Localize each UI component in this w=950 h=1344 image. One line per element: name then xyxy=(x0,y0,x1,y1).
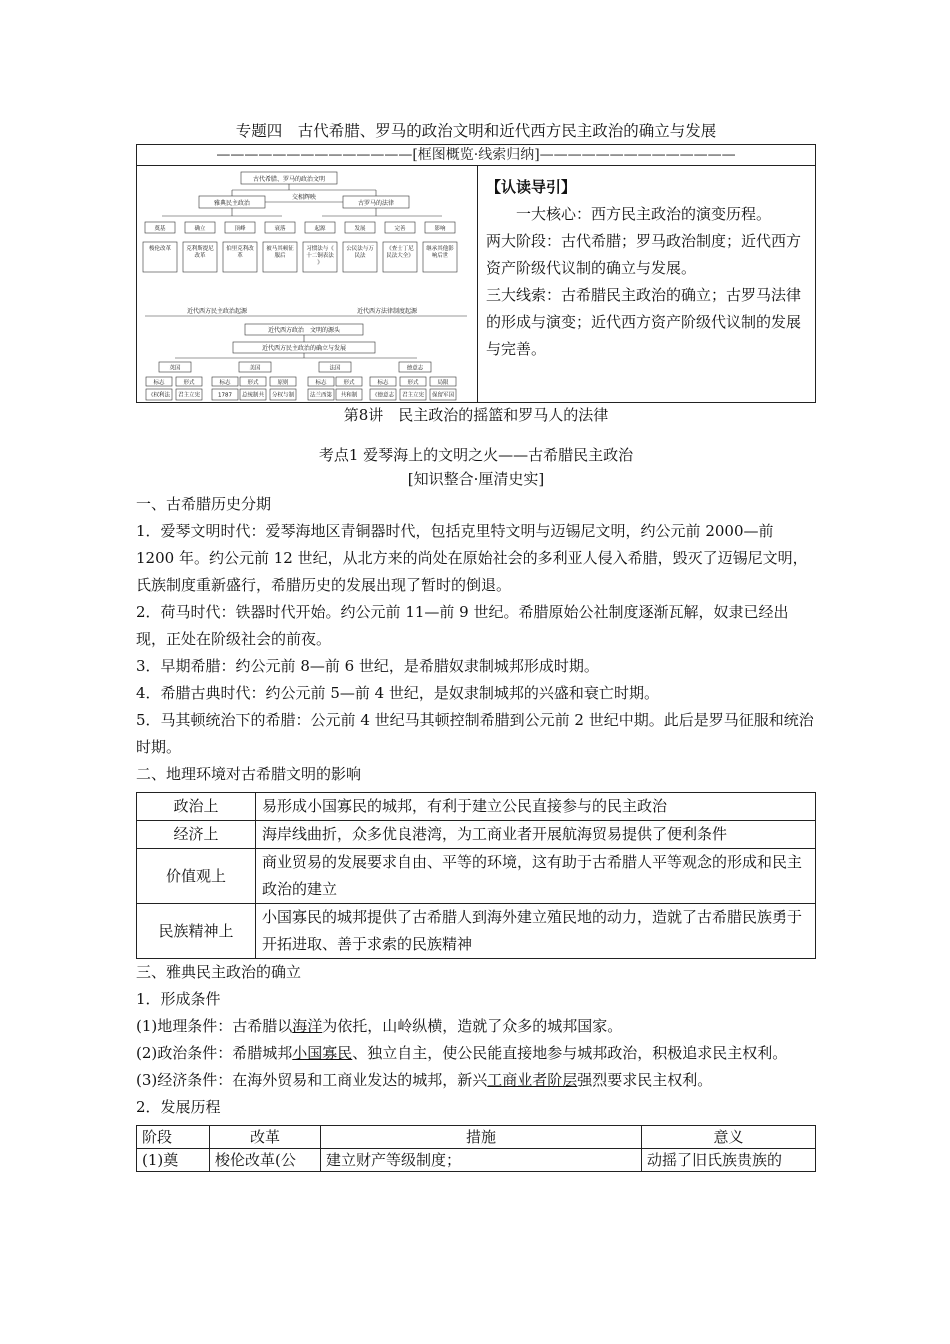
table-value: 易形成小国寡民的城邦，有利于建立公民直接参与的民主政治 xyxy=(256,793,816,821)
stage-label: 完善 xyxy=(394,226,406,232)
geography-table xyxy=(136,792,816,959)
sub-label: 形式 xyxy=(247,380,259,386)
stage-label: 顶峰 xyxy=(234,226,246,232)
leaf-label: 保留军国 xyxy=(431,392,455,399)
diagram-bottom-root: 近代西方民主政治的确立与发展 xyxy=(261,345,347,352)
guide-clues: 三大线索：古希腊民主政治的确立；古罗马法律的形成与演变；近代西方资产阶级代议制的发展与完善。 xyxy=(486,286,802,358)
condition-geography: (1)地理条件：古希腊以海洋为依托，山岭纵横，造就了众多的城邦国家。 xyxy=(136,1017,623,1035)
subheading-development: 2．发展历程 xyxy=(136,1098,221,1116)
sub-label: 形式 xyxy=(407,380,419,386)
table-key: 经济上 xyxy=(137,821,256,849)
period-item: 4．希腊古典时代：约公元前 5—前 4 世纪，是奴隶制城邦的兴盛和衰亡时期。 xyxy=(136,684,659,702)
country-label: 美国 xyxy=(249,365,261,372)
table-cell: 动摇了旧氏族贵族的 xyxy=(642,1149,816,1172)
section-2-heading: 二、地理环境对古希腊文明的影响 xyxy=(136,765,362,783)
period-item: 2．荷马时代：铁器时代开始。约公元前 11—前 9 世纪。希腊原始公社制度逐渐瓦解，奴隶已经出现，正处在阶级社会的前夜。 xyxy=(136,603,789,648)
diagram-root: 古代希腊、罗马的政治文明 xyxy=(252,176,326,183)
event-label: 被马其顿征服后 xyxy=(266,246,294,259)
table-row xyxy=(137,793,816,821)
event-label: 继承其他影响后世 xyxy=(426,246,454,259)
guide-core: 一大核心：西方民主政治的演变历程。 xyxy=(516,205,772,223)
point-title: 考点1 爱琴海上的文明之火——古希腊民主政治 xyxy=(318,446,634,464)
sub-label: 标志 xyxy=(219,380,231,386)
sub-label: 原则 xyxy=(277,380,289,386)
section-3-heading: 三、雅典民主政治的确立 xyxy=(136,963,302,981)
overview-frame xyxy=(136,144,816,403)
diagram-origin-right: 近代西方法律制度起源 xyxy=(356,308,418,315)
table-row xyxy=(137,904,816,959)
condition-economy: (3)经济条件：在海外贸易和工商业发达的城邦，新兴工商业者阶层强烈要求民主权利。 xyxy=(136,1071,713,1089)
col-reform: 改革 xyxy=(210,1126,321,1149)
sub-label: 形式 xyxy=(343,380,355,386)
stage-label: 影响 xyxy=(434,226,446,232)
table-key: 政治上 xyxy=(137,793,256,821)
table-row xyxy=(137,849,816,904)
period-item: 5．马其顿统治下的希腊：公元前 4 世纪马其顿控制希腊到公元前 2 世纪中期。此后是罗马征服和统治时期。 xyxy=(136,711,814,756)
diagram-athens: 雅典民主政治 xyxy=(213,200,251,207)
col-measures: 措施 xyxy=(321,1126,642,1149)
stage-label: 确立 xyxy=(194,226,206,232)
table-value: 小国寡民的城邦提供了古希腊人到海外建立殖民地的动力，造就了古希腊民族勇于开拓进取、善于求索的民族精神 xyxy=(256,904,816,959)
leaf-label: 1787 xyxy=(218,392,232,399)
development-table xyxy=(136,1125,816,1172)
leaf-label: 法兰西第 xyxy=(309,392,333,399)
stage-label: 起源 xyxy=(314,226,326,232)
event-label: 《查士丁尼民法大全》 xyxy=(386,246,414,259)
leaf-label: 《德意志 xyxy=(371,392,395,399)
period-item: 3．早期希腊：约公元前 8—前 6 世纪，是希腊奴隶制城邦形成时期。 xyxy=(136,657,599,675)
diagram-rome: 古罗马的法律 xyxy=(357,200,395,207)
leaf-label: 君主立宪 xyxy=(177,392,201,399)
period-item: 1．爱琴文明时代：爱琴海地区青铜器时代，包括克里特文明与迈锡尼文明，约公元前 2000—前 1200 年。约公元前 12 世纪，从北方来的尚处在原始社会的多利亚人侵入希腊，毁灭了迈锡尼文明，氏族制度重新盛行，希腊历史的发展出现了暂时的倒退。 xyxy=(136,522,808,594)
table-cell: (1)奠 xyxy=(137,1149,210,1172)
condition-politics: (2)政治条件：希腊城邦小国寡民、独立自主，使公民能直接地参与城邦政治，积极追求民主权利。 xyxy=(136,1044,788,1062)
table-row xyxy=(137,1149,816,1172)
stage-label: 衰落 xyxy=(274,226,286,232)
document-page xyxy=(136,118,816,1172)
country-label: 法国 xyxy=(329,365,341,372)
section-1-heading: 一、古希腊历史分期 xyxy=(136,495,272,513)
leaf-label: 共和制 xyxy=(340,392,358,399)
diagram-origin-left: 近代西方民主政治起源 xyxy=(186,308,248,315)
col-significance: 意义 xyxy=(642,1126,816,1149)
table-cell: 梭伦改革(公 xyxy=(210,1149,321,1172)
table-value: 海岸线曲折，众多优良港湾，为工商业者开展航海贸易提供了便利条件 xyxy=(256,821,816,849)
lecture-title: 第8讲 民主政治的摇篮和罗马人的法律 xyxy=(343,406,609,424)
diagram-source: 近代西方政治 文明的源头 xyxy=(267,327,341,334)
leaf-label: 《权利法 xyxy=(147,392,171,399)
col-stage: 阶段 xyxy=(137,1126,210,1149)
stage-label: 奠基 xyxy=(154,226,166,232)
guide-title: 【认读导引】 xyxy=(486,178,577,196)
table-key: 价值观上 xyxy=(137,849,256,904)
table-cell: 建立财产等级制度； xyxy=(321,1149,642,1172)
diagram-interlink: 交相辉映 xyxy=(291,194,317,201)
event-label: 公民法与万民法 xyxy=(346,246,374,259)
leaf-label: 君主立宪 xyxy=(401,392,425,399)
concept-diagram-svg xyxy=(137,166,477,402)
subheading-conditions: 1．形成条件 xyxy=(136,990,221,1008)
event-label: 梭伦改革 xyxy=(148,246,172,252)
sub-label: 局限 xyxy=(437,380,449,386)
sub-label: 形式 xyxy=(183,380,195,386)
sub-label: 标志 xyxy=(315,380,327,386)
leaf-label: 总统制共 xyxy=(241,392,265,399)
leaf-label: 分权与制 xyxy=(271,392,295,399)
event-label: 克利斯提尼改革 xyxy=(186,246,214,259)
sub-label: 标志 xyxy=(377,380,389,386)
event-label: 习惯法与《十二铜表法》 xyxy=(306,246,334,266)
table-value: 商业贸易的发展要求自由、平等的环境，这有助于古希腊人平等观念的形成和民主政治的建立 xyxy=(256,849,816,904)
country-label: 德意志 xyxy=(406,365,424,372)
event-label: 伯里克利改革 xyxy=(226,246,254,259)
table-header-row xyxy=(137,1126,816,1149)
stage-label: 发展 xyxy=(354,226,366,232)
guide-stages: 两大阶段：古代希腊；罗马政治制度；近代西方资产阶级代议制的确立与发展。 xyxy=(486,232,802,277)
table-key: 民族精神上 xyxy=(137,904,256,959)
frame-header: ——————————————[框图概览·线索归纳]—————————————— xyxy=(137,145,815,166)
point-subtitle: [知识整合·厘清史实] xyxy=(407,470,545,488)
table-row xyxy=(137,821,816,849)
concept-diagram xyxy=(137,166,478,402)
sub-label: 标志 xyxy=(153,380,165,386)
reading-guide xyxy=(478,166,815,402)
topic-title: 专题四 古代希腊、罗马的政治文明和近代西方民主政治的确立与发展 xyxy=(235,122,717,140)
country-label: 英国 xyxy=(169,365,181,372)
